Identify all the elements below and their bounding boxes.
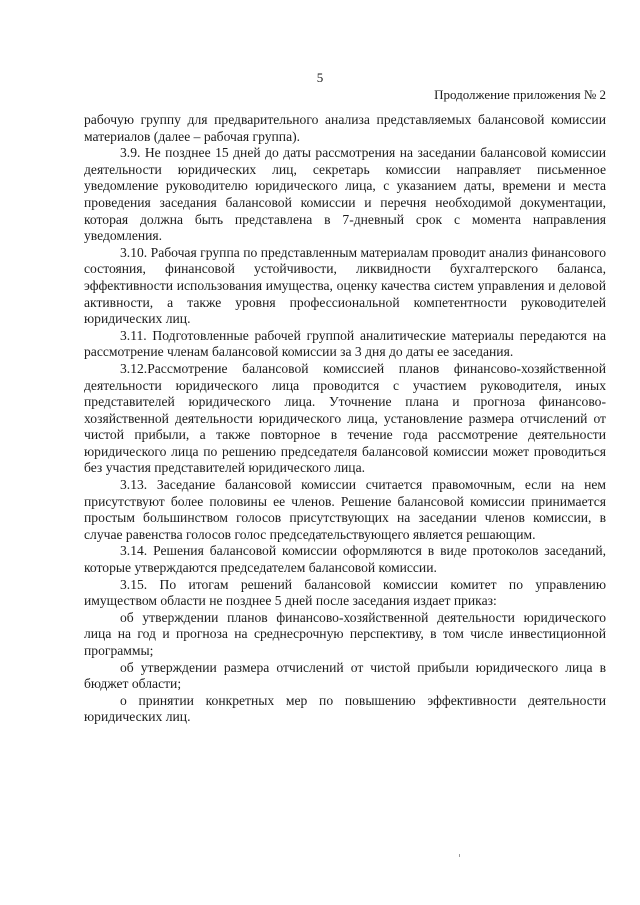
paragraph-3-12: 3.12.Рассмотрение балансовой комиссией планов финансово-хозяйственной деятельности юридического лица проводится с участием руководителя, иных представителей юридического лица. Уточнение плана и прогноза финансово-хозяйственной деятельности юридического лица, установление размера отчислений от чистой прибыли, а также повторное в течение года рассмотрение деятельности юридического лица по решению председателя балансовой комиссии может проводиться без участия представителей юридического лица.	[84, 360, 606, 476]
document-body	[84, 112, 606, 726]
paragraph-3-10: 3.10. Рабочая группа по представленным материалам проводит анализ финансового состояния, финансовой устойчивости, ликвидности бухгалтерского баланса, эффективности использования имущества, оценку качества систем управления и деловой активности, а также уровня профессиональной компетентности руководителей юридических лиц.	[84, 244, 606, 327]
paragraph-3-14: 3.14. Решения балансовой комиссии оформляются в виде протоколов заседаний, которые утверждаются председателем балансовой комиссии.	[84, 543, 606, 576]
paragraph-continuation: рабочую группу для предварительного анализа представляемых балансовой комиссии материалов (далее – рабочая группа).	[84, 112, 606, 144]
paragraph-3-13: 3.13. Заседание балансовой комиссии считается правомочным, если на нем присутствуют более половины ее членов. Решение балансовой комиссии принимается простым большинством голосов присутствующих на заседании членов комиссии, в случае равенства голосов голос председательствующего является решающим.	[84, 477, 606, 542]
order-item-plans: об утверждении планов финансово-хозяйственной деятельности юридического лица на год и прогноза на среднесрочную перспективу, в том числе инвестиционной программы;	[84, 609, 606, 658]
order-item-efficiency-measures: о принятии конкретных мер по повышению эффективности деятельности юридических лиц.	[84, 692, 606, 725]
order-item-profit-deductions: об утверждении размера отчислений от чистой прибыли юридического лица в бюджет области;	[84, 659, 606, 692]
appendix-continuation-note: Продолжение приложения № 2	[434, 87, 606, 102]
paragraph-3-9: 3.9. Не позднее 15 дней до даты рассмотрения на заседании балансовой комиссии деятельности юридических лиц, секретарь комиссии направляет письменное уведомление руководителю юридического лица, с указанием даты, времени и места проведения заседания балансовой комиссии и перечня необходимой документации, которая должна быть представлена в 7-дневный срок с момента направления уведомления.	[84, 145, 606, 244]
page-number: 5	[316, 70, 324, 85]
paragraph-3-15: 3.15. По итогам решений балансовой комиссии комитет по управлению имуществом области не позднее 5 дней после заседания издает приказ:	[84, 576, 606, 609]
paragraph-3-11: 3.11. Подготовленные рабочей группой аналитические материалы передаются на рассмотрение членам балансовой комиссии за 3 дня до даты ее заседания.	[84, 327, 606, 360]
scan-speck	[459, 854, 460, 857]
